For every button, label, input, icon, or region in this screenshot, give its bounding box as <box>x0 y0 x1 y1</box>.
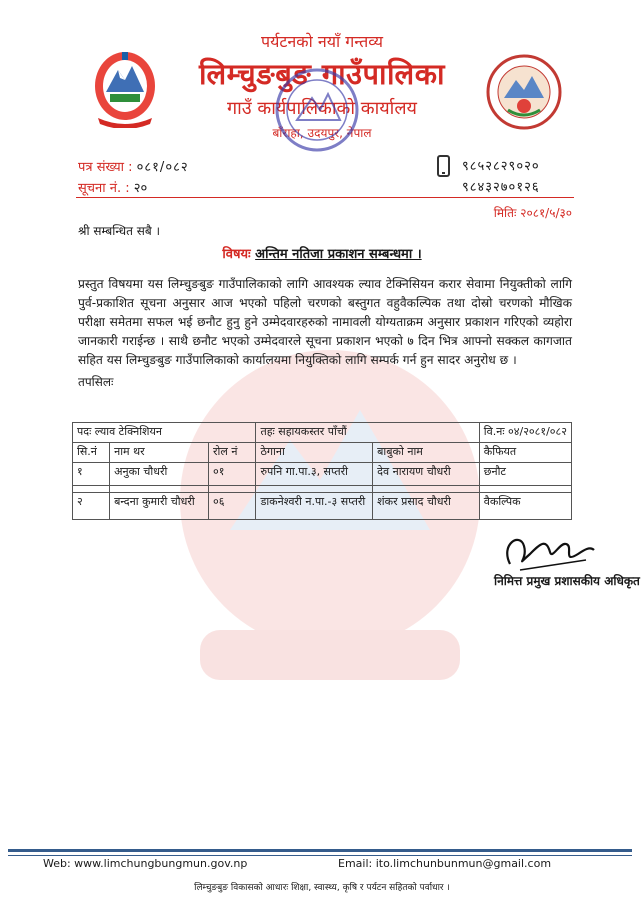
post-cell: पदः ल्याव टेक्निशियन <box>73 423 256 443</box>
official-stamp <box>262 60 372 160</box>
header-divider <box>76 197 574 198</box>
column-header: कैफियत <box>479 443 571 463</box>
tagline: पर्यटनको नयाँ गन्तव्य <box>260 32 384 51</box>
footer-motto: लिम्चुङबुङ विकासको आधारः शिक्षा, स्वास्थ्य, कृषि र पर्यटन सहितको पर्वाधार । <box>194 883 450 893</box>
footer-divider-thin <box>8 855 632 856</box>
details-label: तपसिलः <box>78 375 114 389</box>
table-cell: ०१ <box>209 463 256 486</box>
watermark-emblem <box>170 330 490 710</box>
table-cell: ०६ <box>209 493 256 520</box>
table-cell: अनुका चौधरी <box>110 463 209 486</box>
table-cell: रुपनि गा.पा.३, सप्तरी <box>256 463 373 486</box>
table-cell: बन्दना कुमारी चौधरी <box>110 493 209 520</box>
subject-text: अन्तिम नतिजा प्रकाशन सम्बन्धमा । <box>255 247 422 262</box>
column-header: ठेगाना <box>256 443 373 463</box>
table-cell: देव नारायण चौधरी <box>373 463 480 486</box>
table-cell: छनौट <box>479 463 571 486</box>
subject-line <box>0 244 644 262</box>
table-spacer-row <box>73 486 572 493</box>
results-table <box>72 422 572 520</box>
table-row <box>73 493 572 520</box>
municipality-seal-logo <box>486 54 562 130</box>
letter-date: मितिः २०८१/५/३० <box>493 206 572 220</box>
notice-number-value: २० <box>133 181 148 196</box>
column-header: नाम थर <box>110 443 209 463</box>
footer-divider <box>8 849 632 852</box>
municipality-name: लिम्चुङबुङ गाउँपालिका <box>198 57 445 91</box>
column-header: बाबुको नाम <box>373 443 480 463</box>
column-header: सि.नं <box>73 443 110 463</box>
table-cell: वैकल्पिक <box>479 493 571 520</box>
table-header-row <box>73 443 572 463</box>
letter-number-label: पत्र संख्या : <box>78 160 133 175</box>
table-cell: डाकनेश्वरी न.पा.-३ सप्तरी <box>256 493 373 520</box>
adv-number: वि.नः ०४/२०८१/०८२ <box>483 425 567 438</box>
signatory-title: निमित्त प्रमुख प्रशासकीय अधिकृत <box>494 574 640 588</box>
table-cell: १ <box>73 463 110 486</box>
footer-email: Email: ito.limchunbunmun@gmail.com <box>338 857 552 870</box>
body-paragraph: प्रस्तुत विषयमा यस लिम्चुङबुङ गाउँपालिकाको लागि आवश्यक ल्याव टेक्निसियन करार सेवामा नियुक्तीको लागि पुर्व-प्रकाशित सूचना अनुसार आज भएको पहिलो चरणको बस्तुगत वहुवैकल्पिक तथा दोस्रो चरणको मौखिक परीक्षा समेतमा सफल भई छनौट हुनु हुने उम्मेदवारहरुको नामावली योग्यताक्रम अनुसार प्रकाशन गरिएको व्यहोरा जानकारी गराईन्छ । साथै छनौट भएको उम्मेदवारले सूचना प्रकाशन भएको ७ दिन भित्र आफ्नो सक्कल कागजात सहित यस लिम्चुङबुङ गाउँपालिकाको कार्यालयमा नियुक्तिको लागि सम्पर्क गर्न हुन सादर अनुरोध छ । <box>78 277 572 367</box>
letter-number-value: ०८१/०८२ <box>136 160 189 175</box>
table-cell: २ <box>73 493 110 520</box>
office-name: गाउँ कार्यपालिकाको कार्यालय <box>227 98 417 119</box>
adv-number-cell <box>479 423 571 443</box>
addressee: श्री सम्बन्धित सबै । <box>78 224 161 238</box>
level-cell: तहः सहायकस्तर पाँचौं <box>256 423 479 443</box>
phone-icon <box>437 155 450 177</box>
letter-number <box>78 157 189 175</box>
column-header: रोल नं <box>209 443 256 463</box>
footer-website: Web: www.limchungbungmun.gov.np <box>43 857 248 870</box>
table-meta-row <box>73 423 572 443</box>
office-address: बाँराहा, उदयपुर, नेपाल <box>272 126 372 140</box>
phone-number-2: ९८४३२७०१२६ <box>462 180 540 195</box>
subject-label: विषयः <box>222 247 251 262</box>
notice-number-label: सूचना नं. : <box>78 181 130 196</box>
table-cell: शंकर प्रसाद चौधरी <box>373 493 480 520</box>
table-row <box>73 463 572 486</box>
notice-number <box>78 178 147 196</box>
phone-number-1: ९८५२८२९०२० <box>462 159 540 174</box>
